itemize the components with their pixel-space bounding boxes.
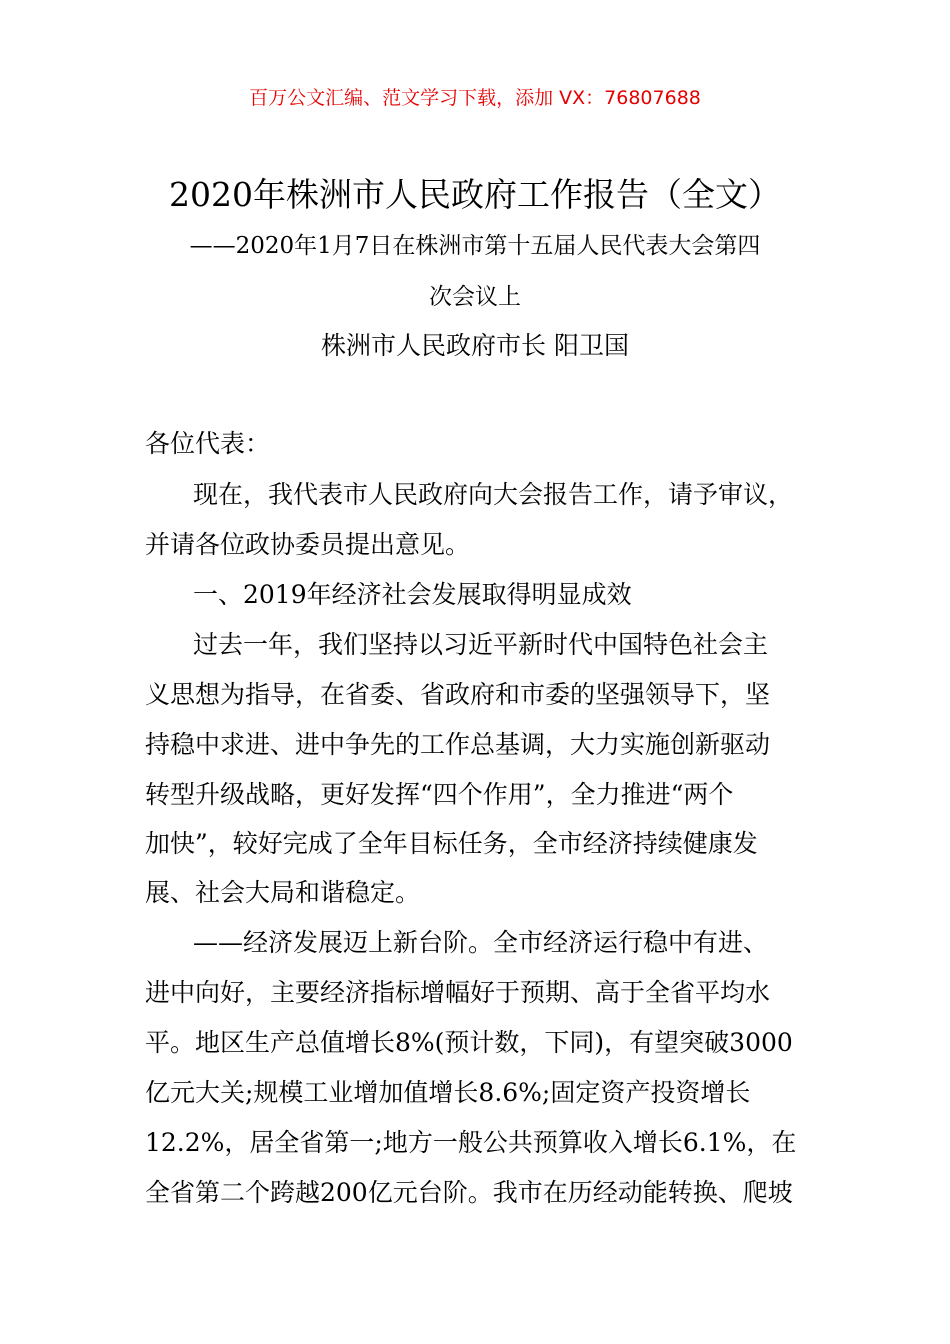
body-line: 加快”，较好完成了全年目标任务，全市经济持续健康发 [145, 829, 758, 858]
body-line: 亿元大关;规模工业增加值增长8.6%;固定资产投资增长 [145, 1078, 751, 1107]
page-title: 2020年株洲市人民政府工作报告（全文） [169, 175, 781, 214]
body-line: 现在，我代表市人民政府向大会报告工作，请予审议， [193, 480, 794, 509]
body-line: ——经济发展迈上新台阶。全市经济运行稳中有进、 [193, 928, 769, 957]
body-line: 义思想为指导，在省委、省政府和市委的坚强领导下，坚 [145, 680, 771, 709]
body-line: 进中向好，主要经济指标增幅好于预期、高于全省平均水 [145, 978, 771, 1007]
body-line: 转型升级战略，更好发挥“四个作用”，全力推进“两个 [145, 780, 734, 809]
salutation: 各位代表： [145, 429, 271, 458]
author-line: 株洲市人民政府市长 阳卫国 [321, 331, 629, 360]
section-heading: 一、2019年经济社会发展取得明显成效 [193, 580, 632, 609]
body-line: 全省第二个跨越200亿元台阶。我市在历经动能转换、爬坡 [145, 1178, 793, 1207]
subtitle-line: 次会议上 [429, 284, 521, 310]
header-notice: 百万公文汇编、范文学习下载，添加 VX：76807688 [249, 87, 701, 109]
body-line: 过去一年，我们坚持以习近平新时代中国特色社会主 [193, 630, 769, 659]
body-line: 平。地区生产总值增长8%(预计数，下同)，有望突破3000 [145, 1028, 793, 1057]
body-line: 展、社会大局和谐稳定。 [145, 878, 421, 907]
body-line: 持稳中求进、进中争先的工作总基调，大力实施创新驱动 [145, 730, 771, 759]
body-line: 并请各位政协委员提出意见。 [145, 530, 471, 559]
subtitle-line: ——2020年1月7日在株洲市第十五届人民代表大会第四 [189, 233, 761, 259]
body-line: 12.2%，居全省第一;地方一般公共预算收入增长6.1%，在 [145, 1128, 797, 1157]
